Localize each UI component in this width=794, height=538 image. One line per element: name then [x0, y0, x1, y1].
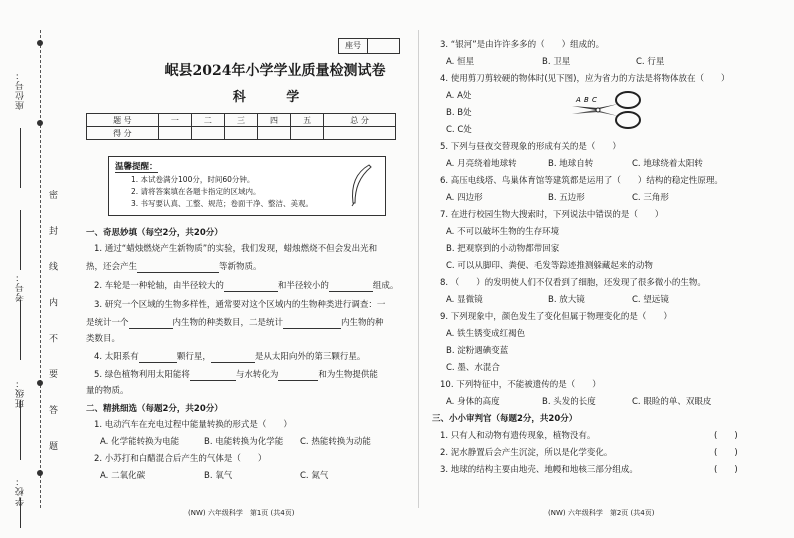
q3-option-b[interactable]: B. 卫星: [542, 57, 571, 67]
score-table-score-row: [87, 127, 396, 140]
scissor-label-a: A: [576, 96, 581, 104]
score-table: [86, 113, 396, 140]
binding-dot: [37, 470, 43, 476]
quill-pen-icon: [345, 163, 375, 207]
q7-option-c[interactable]: C. 可以从脚印、粪便、毛发等踪迹推测躲藏起来的动物: [446, 261, 653, 271]
s1-q2-text: 和半径较小的: [277, 281, 329, 291]
scissor-label-b: B: [584, 96, 589, 104]
score-cell: 总 分: [324, 114, 396, 127]
s1-q3-text: 内生物的种: [341, 318, 384, 328]
s2-q2-option-b[interactable]: B. 氧气: [204, 471, 233, 481]
q6-option-c[interactable]: C. 三角形: [632, 193, 669, 203]
s1-q1-line1: 1. 通过“蜡烛燃烧产生新物质”的实验，我们发现，蜡烛燃烧不但会发出光和: [94, 244, 378, 254]
s1-q2: [94, 281, 398, 292]
s2-q1-option-c[interactable]: C. 热能转换为动能: [300, 437, 371, 447]
q10-option-a[interactable]: A. 身体的高度: [446, 397, 500, 407]
notice-line: 2. 请将答案填在各题卡指定的区域内。: [131, 187, 261, 196]
q3-option-c[interactable]: C. 行星: [636, 57, 665, 67]
answer-blank[interactable]: [139, 353, 177, 363]
s1-q4: [94, 352, 365, 363]
s1-q4-text: 4. 太阳系有: [94, 352, 139, 362]
page-footer-left: (NW) 六年级科学 第1页 (共4页): [188, 509, 295, 517]
s1-q3-line3: 类数目。: [86, 334, 121, 344]
s1-q3-text: 是统计一个: [86, 318, 129, 328]
s1-q3-text: 内生物的种类数目，二是统计: [172, 318, 284, 328]
score-cell: 题 号: [87, 114, 159, 127]
seat-box[interactable]: [338, 38, 400, 54]
answer-blank[interactable]: [283, 319, 341, 329]
fold-dash-line: [40, 30, 41, 508]
judge-1: 1. 只有人和动物有遗传现象，植物没有。: [440, 431, 596, 441]
score-input-cell[interactable]: [191, 127, 224, 140]
answer-blank[interactable]: [329, 282, 373, 292]
judge-1-answer[interactable]: ( ): [714, 431, 738, 441]
binding-strip: [0, 0, 70, 538]
q4-option-a[interactable]: A. A处: [446, 91, 472, 101]
judge-3: 3. 地球的结构主要由地壳、地幔和地核三部分组成。: [440, 465, 638, 475]
class-line: [20, 400, 21, 460]
section2-heading: 二、精挑细选（每题2分，共20分）: [86, 404, 223, 414]
score-input-cell[interactable]: [258, 127, 291, 140]
score-input-cell[interactable]: [324, 127, 396, 140]
s1-q1-line2: [86, 262, 262, 273]
s1-q1-text: 等新物质。: [219, 262, 262, 272]
q5-option-a[interactable]: A. 月亮绕着地球转: [446, 159, 517, 169]
notice-line: 1. 本试卷满分100分，时间60分钟。: [131, 175, 255, 184]
s1-q5-text: 和为生物提供能: [318, 370, 378, 380]
binding-dot: [37, 40, 43, 46]
s2-q1-option-b[interactable]: B. 电能转换为化学能: [204, 437, 284, 447]
school-line: [20, 498, 21, 528]
q3: 3. “银河”是由许许多多的（ ）组成的。: [440, 40, 605, 50]
notice-title: 温馨提醒：: [115, 162, 158, 172]
s1-q5-line2: 量的物质。: [86, 386, 129, 396]
s2-q1-option-a[interactable]: A. 化学能转换为电能: [100, 437, 180, 447]
score-cell: 二: [191, 114, 224, 127]
scissor-label-c: C: [592, 96, 597, 104]
notice-line: 3. 书写要认真、工整、规范；卷面干净、整洁、美观。: [131, 199, 314, 208]
s1-q4-text: 颗行星，: [176, 352, 211, 362]
score-cell: 一: [158, 114, 191, 127]
q9-option-a[interactable]: A. 铁生锈变成红褐色: [446, 329, 526, 339]
q6-option-a[interactable]: A. 四边形: [446, 193, 483, 203]
q5-option-b[interactable]: B. 地球自转: [548, 159, 594, 169]
s1-q3-line2: [86, 318, 384, 329]
exam-title: 岷县2024年小学学业质量检测试卷: [164, 63, 386, 79]
q6: 6. 高压电线塔、鸟巢体育馆等建筑都是运用了（ ）结构的稳定性原理。: [440, 176, 723, 186]
q4-option-c[interactable]: C. C处: [446, 125, 472, 135]
q8: 8. （ ）的发明使人们不仅看到了细胞，还发现了很多微小的生物。: [440, 278, 706, 288]
q5: 5. 下列与昼夜交替现象的形成有关的是（ ）: [440, 142, 621, 152]
s1-q1-text: 热，还会产生: [86, 262, 138, 272]
q9-option-b[interactable]: B. 淀粉遇碘变蓝: [446, 346, 509, 356]
school-label: 学校：: [16, 476, 26, 506]
seal-warning-text: 密 封 线 内 不 要 答 题: [47, 190, 57, 463]
answer-blank[interactable]: [129, 319, 173, 329]
page-footer-right: (NW) 六年级科学 第2页 (共4页): [548, 509, 655, 517]
q3-option-a[interactable]: A. 恒星: [446, 57, 475, 67]
score-cell: 三: [224, 114, 257, 127]
q7: 7. 在进行校园生物大搜索时，下列说法中错误的是（ ）: [440, 210, 664, 220]
section1-heading: 一、奇思妙填（每空2分，共20分）: [86, 228, 223, 238]
q4-option-b[interactable]: B. B处: [446, 108, 472, 118]
score-input-cell[interactable]: [291, 127, 324, 140]
s2-q2: 2. 小苏打和白醋混合后产生的气体是（ ）: [94, 454, 267, 464]
seat-number-line: [20, 128, 21, 188]
score-table-header-row: [87, 114, 396, 127]
q7-option-a[interactable]: A. 不可以破坏生物的生存环境: [446, 227, 560, 237]
q6-option-b[interactable]: B. 五边形: [548, 193, 585, 203]
class-label: 班级：: [16, 378, 26, 408]
answer-blank[interactable]: [211, 353, 255, 363]
q5-option-c[interactable]: C. 地球绕着太阳转: [632, 159, 703, 169]
column-divider: [418, 30, 419, 508]
answer-blank[interactable]: [137, 263, 219, 273]
judge-2-answer[interactable]: ( ): [714, 448, 738, 458]
name-line: [20, 300, 21, 360]
seat-number-label: 座位号：: [16, 70, 26, 110]
s2-q2-option-c[interactable]: C. 氮气: [300, 471, 329, 481]
exam-number-label: 考号：: [16, 272, 26, 302]
q8-option-a[interactable]: A. 显微镜: [446, 295, 483, 305]
q10-option-b[interactable]: B. 头发的长度: [542, 397, 596, 407]
exam-number-line: [20, 210, 21, 270]
q9: 9. 下列现象中，颜色发生了变化但属于物理变化的是（ ）: [440, 312, 672, 322]
q10-option-c[interactable]: C. 眼睑的单、双眼皮: [632, 397, 712, 407]
score-cell: 五: [291, 114, 324, 127]
s1-q5: [94, 370, 378, 381]
judge-2: 2. 泥水静置后会产生沉淀，所以是化学变化。: [440, 448, 613, 458]
s1-q2-text: 2. 车轮是一种轮轴，由半径较大的: [94, 281, 224, 291]
subject-title: 科 学: [232, 90, 318, 105]
answer-blank[interactable]: [224, 282, 278, 292]
s1-q5-text: 5. 绿色植物利用太阳能将: [94, 370, 190, 380]
score-cell: 得 分: [87, 127, 159, 140]
score-input-cell[interactable]: [224, 127, 257, 140]
q9-option-c[interactable]: C. 墨、水混合: [446, 363, 500, 373]
section3-heading: 三、小小审判官（每题2分，共20分）: [432, 414, 578, 424]
q10: 10. 下列特征中，不能被遗传的是（ ）: [440, 380, 601, 390]
score-input-cell[interactable]: [158, 127, 191, 140]
answer-blank[interactable]: [190, 371, 236, 381]
q4: 4. 使用剪刀剪较硬的物体时(见下图)，应为省力的方法是将物体放在（ ）: [440, 74, 730, 84]
s1-q4-text: 是从太阳向外的第三颗行星。: [254, 352, 366, 362]
s1-q2-text: 组成。: [372, 281, 399, 291]
judge-3-answer[interactable]: ( ): [714, 465, 738, 475]
scissors-figure: [568, 88, 646, 132]
q8-option-b[interactable]: B. 放大镜: [548, 295, 585, 305]
s2-q2-option-a[interactable]: A. 二氧化碳: [100, 471, 146, 481]
s2-q1: 1. 电动汽车在充电过程中能量转换的形式是（ ）: [94, 420, 292, 430]
s1-q3-line1: 3. 研究一个区域的生物多样性，通常要对这个区域内的生物种类进行调查：一: [94, 300, 386, 310]
answer-blank[interactable]: [278, 371, 318, 381]
s1-q5-text: 与水转化为: [235, 370, 279, 380]
binding-dot: [37, 380, 43, 386]
score-cell: 四: [258, 114, 291, 127]
q7-option-b[interactable]: B. 把观察到的小动物都带回家: [446, 244, 560, 254]
binding-dot: [37, 120, 43, 126]
seat-box-label: 座号: [339, 39, 368, 53]
q8-option-c[interactable]: C. 望远镜: [632, 295, 669, 305]
notice-box: [108, 156, 386, 216]
